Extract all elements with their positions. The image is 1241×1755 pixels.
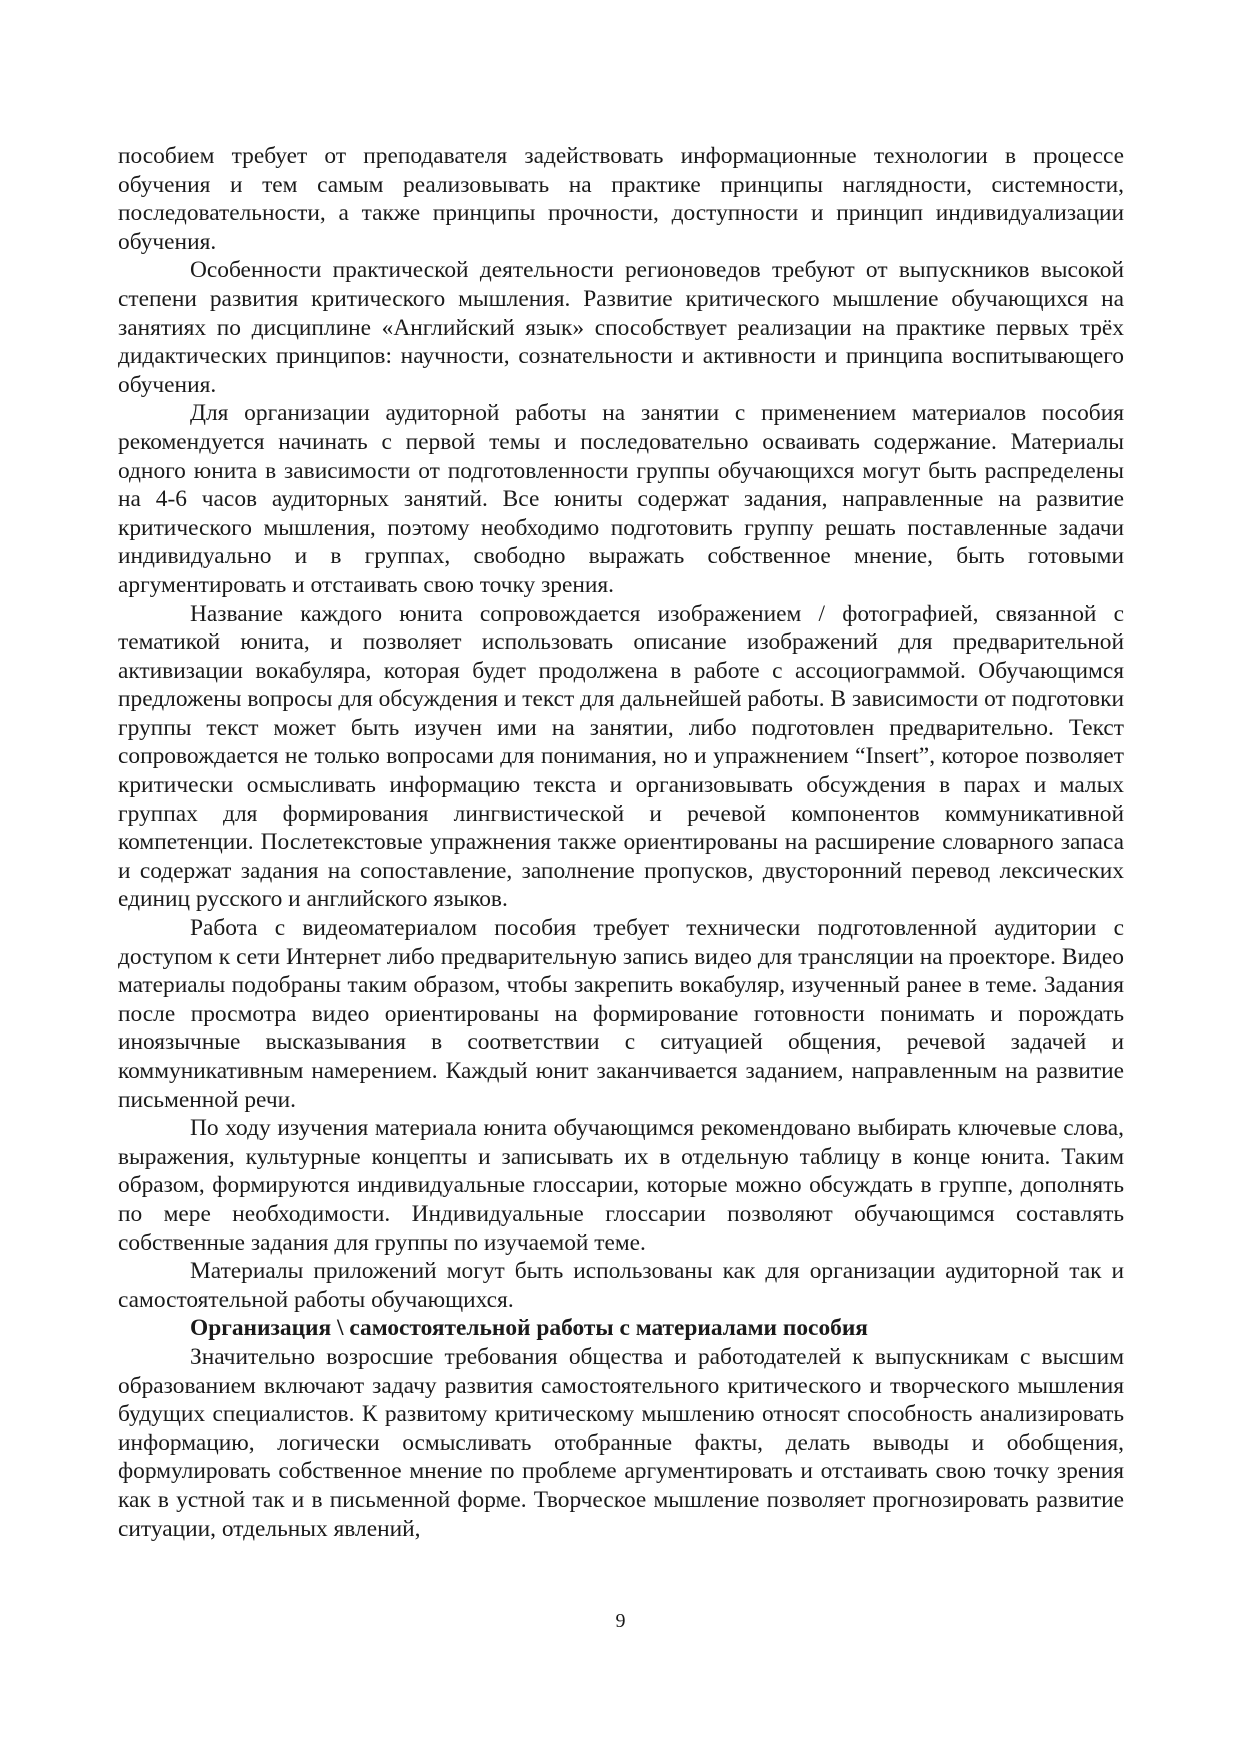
paragraph-glossaries: По ходу изучения материала юнита обучающимся рекомендовано выбирать ключевые слова, выражения, культурные концепты и записывать их в отдельную таблицу в конце юнита. Таким образом, формируются индивидуальные глоссарии, которые можно обсуждать в группе, дополнять по мере необходимости. Индивидуальные глоссарии позволяют обучающимся составлять собственные задания для группы по изучаемой теме. — [118, 1115, 1124, 1256]
paragraph-unit-structure: Название каждого юнита сопровождается изображением / фотографией, связанной с тематикой юнита, и позволяет использовать описание изображений для предварительной активизации вокабуляра, которая будет продолжена в работе с ассоциограммой. Обучающимся предложены вопросы для обсуждения и текст для дальнейшей работы. В зависимости от подготовки группы текст может быть изучен ими на занятии, либо подготовлен предварительно. Текст сопровождается не только вопросами для понимания, но и упражнением “Insert”, которое позволяет критически осмысливать информацию текста и организовывать обсуждения в парах и малых группах для формирования лингвистической и речевой компонентов коммуникативной компетенции. Послетекстовые упражнения также ориентированы на расширение словарного запаса и содержат задания на сопоставление, заполнение пропусков, двусторонний перевод лексических единиц русского и английского языков. — [118, 600, 1124, 913]
paragraph-classroom-work: Для организации аудиторной работы на занятии с применением материалов пособия рекомендуется начинать с первой темы и последовательно осваивать содержание. Материалы одного юнита в зависимости от подготовленности группы обучающихся могут быть распределены на 4-6 часов аудиторных занятий. Все юниты содержат задания, направленные на развитие критического мышления, поэтому необходимо подготовить группу решать поставленные задачи индивидуально и в группах, свободно выражать собственное мнение, быть готовыми аргументировать и отстаивать свою точку зрения. — [118, 400, 1124, 598]
page-body — [118, 142, 1124, 1543]
paragraph-independent-work: Значительно возросшие требования общества и работодателей к выпускникам с высшим образованием включают задачу развития самостоятельного критического и творческого мышления будущих специалистов. К развитому критическому мышлению относят способность анализировать информацию, логически осмысливать отобранные факты, делать выводы и обобщения, формулировать собственное мнение по проблеме аргументировать и отстаивать свою точку зрения как в устной так и в письменной форме. Творческое мышление позволяет прогнозировать развитие ситуации, отдельных явлений, — [118, 1343, 1124, 1542]
paragraph-video-materials: Работа с видеоматериалом пособия требует технически подготовленной аудитории с доступом к сети Интернет либо предварительную запись видео для трансляции на проекторе. Видео материалы подобраны таким образом, чтобы закрепить вокабуляр, изученный ранее в теме. Задания после просмотра видео ориентированы на формирование готовности понимать и порождать иноязычные высказывания в соответствии с ситуацией общения, речевой задачей и коммуникативным намерением. Каждый юнит заканчивается заданием, направленным на развитие письменной речи. — [118, 915, 1124, 1113]
section-heading: Организация \ самостоятельной работы с материалами пособия — [190, 1315, 868, 1342]
paragraph-critical-thinking: Особенности практической деятельности регионоведов требуют от выпускников высокой степени развития критического мышления. Развитие критического мышление обучающихся на занятиях по дисциплине «Английский язык» способствует реализации на практике первых трёх дидактических принципов: научности, сознательности и активности и принципа воспитывающего обучения. — [118, 257, 1124, 398]
page-number: 9 — [615, 1610, 626, 1632]
paragraph-appendices: Материалы приложений могут быть использованы как для организации аудиторной так и самостоятельной работы обучающихся. — [118, 1258, 1124, 1313]
paragraph-continuation: пособием требует от преподавателя задействовать информационные технологии в процессе обучения и тем самым реализовывать на практике принципы наглядности, системности, последовательности, а также принципы прочности, доступности и принцип индивидуализации обучения. — [118, 143, 1124, 255]
